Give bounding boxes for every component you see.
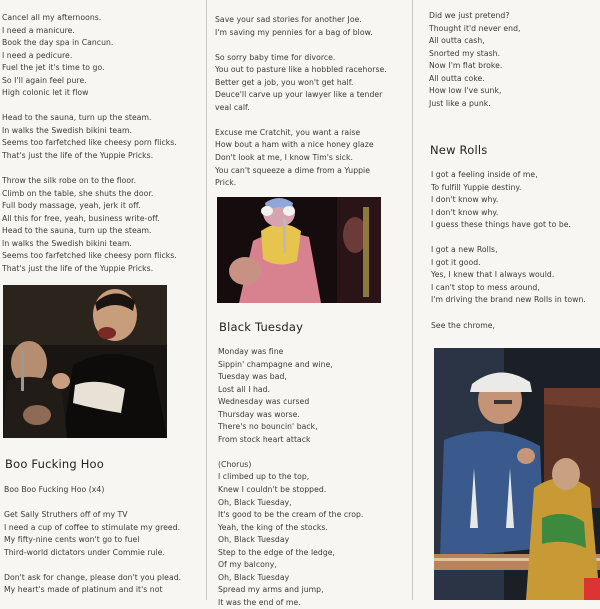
lyric-line: High colonic let it flow — [2, 88, 89, 98]
lyric-line: Oh, Black Tuesday — [218, 535, 290, 545]
lyric-line: There's no bouncin' back, — [218, 422, 318, 432]
lyrics-block-black-tuesday — [218, 346, 363, 609]
band-photo-singer-with-mic — [217, 197, 381, 303]
lyric-line: Save your sad stories for another Joe. — [215, 15, 362, 24]
lyric-line — [4, 559, 181, 572]
lyric-line: Oh, Black Tuesday — [218, 572, 290, 582]
lyric-line: I can't stop to mess around, — [431, 282, 540, 292]
lyric-line: Excuse me Cratchit, you want a raise — [215, 127, 361, 137]
lyric-line: Yeah, the king of the stocks. — [218, 522, 328, 532]
lyric-line: Head to the sauna, turn up the steam. — [2, 113, 152, 123]
lyric-line — [218, 446, 363, 459]
lyric-line: I climbed up to the top, — [218, 472, 310, 482]
lyric-line: I need a cup of coffee to stimulate my greed. — [4, 522, 181, 532]
lyric-line: Now I'm flat broke. — [429, 61, 503, 71]
song-title: New Rolls — [430, 143, 488, 157]
lyric-line: I need a pedicure. — [2, 50, 73, 60]
lyric-line: Seems too farfetched like cheesy porn flicks. — [2, 251, 177, 261]
lyric-line: Thursday was worse. — [218, 409, 300, 419]
song-title: Boo Fucking Hoo — [5, 457, 105, 471]
lyric-line: I got a new Rolls, — [431, 245, 498, 255]
lyric-line: Boo Boo Fucking Hoo (x4) — [4, 485, 105, 494]
lyric-line: Step to the edge of the ledge, — [218, 547, 336, 557]
lyric-line: Throw the silk robe on to the floor. — [2, 176, 137, 186]
lyric-line: So I'll again feel pure. — [2, 75, 87, 85]
lyric-line: Of my balcony, — [218, 560, 277, 570]
band-photo-singers — [3, 285, 167, 438]
lyric-line: Just like a punk. — [429, 98, 491, 108]
lyric-line: Don't look at me, I know Tim's sick. — [215, 153, 353, 163]
lyric-line: Did we just pretend? — [429, 11, 510, 20]
lyric-line — [215, 39, 387, 52]
right-column — [412, 0, 600, 600]
lyrics-block-new-rolls — [431, 169, 586, 332]
lyric-line: Tuesday was bad, — [218, 372, 287, 382]
lyric-line: Don't ask for change, please don't you plead. — [4, 572, 182, 582]
lyric-line: Full body massage, yeah, jerk it off. — [2, 201, 141, 211]
lyric-line: (Chorus) — [218, 459, 252, 469]
lyric-line: I got it good. — [431, 257, 481, 267]
lyric-line: It was the end of me. — [218, 597, 301, 607]
lyric-line — [2, 100, 177, 113]
lyric-line: I guess these things have got to be. — [431, 220, 572, 230]
lyric-line: veal calf. — [215, 102, 250, 112]
lyrics-block-boo-fucking-hoo — [4, 484, 181, 597]
lyric-line: All outta coke. — [429, 73, 485, 83]
lyric-line: In walks the Swedish bikini team. — [2, 238, 133, 248]
lyric-line: I'm driving the brand new Rolls in town. — [431, 295, 586, 305]
lyric-line: I'm saving my pennies for a bag of blow. — [215, 27, 373, 37]
lyric-line: To fulfill Yuppie destiny. — [431, 182, 522, 192]
lyric-line: Oh, Black Tuesday, — [218, 497, 292, 507]
lyrics-block-cheesy-porn-flicks — [2, 12, 177, 275]
lyric-line: Sippin' champagne and wine, — [218, 359, 333, 369]
lyrics-block-flat-broke — [429, 10, 521, 110]
left-column — [0, 0, 206, 600]
lyric-line: Get Sally Struthers off of my TV — [4, 510, 128, 520]
lyric-line: Cancel all my afternoons. — [2, 13, 102, 22]
lyric-line: Snorted my stash. — [429, 48, 501, 58]
lyric-line: It's good to be the cream of the crop. — [218, 510, 364, 520]
lyric-line: Head to the sauna, turn up the steam. — [2, 226, 152, 236]
band-photo-bassist — [434, 348, 600, 600]
lyric-line: Knew I couldn't be stopped. — [218, 485, 327, 495]
lyric-line: Climb on the table, she shuts the door. — [2, 188, 154, 198]
lyric-line: All this for free, yeah, business write-off. — [2, 213, 160, 223]
lyrics-block-yuppie-prick — [215, 14, 387, 190]
lyric-line: Monday was fine — [218, 347, 284, 356]
lyric-line — [2, 163, 177, 176]
lyric-line: My fifty-nine cents won't go to fuel — [4, 535, 140, 545]
lyric-line: You can't squeeze a dime from a Yuppie — [215, 165, 371, 175]
lyric-line: Deuce'll carve up your lawyer like a tender — [215, 90, 383, 100]
lyric-line: You out to pasture like a hobbled racehorse. — [215, 65, 387, 75]
lyric-line: See the chrome, — [431, 320, 496, 330]
lyric-line: Spread my arms and jump, — [218, 585, 324, 595]
lyric-line: Yes, I knew that I always would. — [431, 270, 555, 280]
lyric-line: Wednesday was cursed — [218, 397, 310, 407]
lyric-line: Lost all I had. — [218, 384, 271, 394]
song-title: Black Tuesday — [219, 320, 304, 334]
lyric-line: So sorry baby time for divorce. — [215, 52, 336, 62]
middle-column — [206, 0, 412, 607]
lyric-line — [4, 497, 181, 510]
lyric-line: I don't know why. — [431, 195, 499, 205]
lyric-line: Prick. — [215, 178, 237, 188]
lyric-line: From stock heart attack — [218, 434, 311, 444]
lyric-line: Fuel the jet it's time to go. — [2, 63, 105, 73]
lyric-line: I don't know why. — [431, 207, 499, 217]
lyric-line — [431, 232, 586, 245]
lyric-line: All outta cash, — [429, 36, 485, 46]
lyric-line: That's just the life of the Yuppie Pricks. — [2, 263, 154, 273]
lyric-line: Third-world dictators under Commie rule. — [4, 547, 165, 557]
lyric-line: I got a feeling inside of me, — [431, 170, 538, 179]
lyric-line: How low I've sunk, — [429, 86, 502, 96]
lyric-line: Better get a job, you won't get half. — [215, 77, 354, 87]
lyric-line — [431, 307, 586, 320]
lyric-line: That's just the life of the Yuppie Pricks. — [2, 151, 154, 161]
lyric-line: Book the day spa in Cancun. — [2, 38, 114, 48]
lyric-line: In walks the Swedish bikini team. — [2, 125, 133, 135]
lyric-line — [215, 114, 387, 127]
lyric-line: My heart's made of platinum and it's not — [4, 585, 163, 595]
lyric-line: I need a manicure. — [2, 25, 75, 35]
lyric-line: Seems too farfetched like cheesy porn flicks. — [2, 138, 177, 148]
lyric-line: Thought it'd never end, — [429, 23, 521, 33]
lyric-line: How bout a ham with a nice honey glaze — [215, 140, 374, 150]
